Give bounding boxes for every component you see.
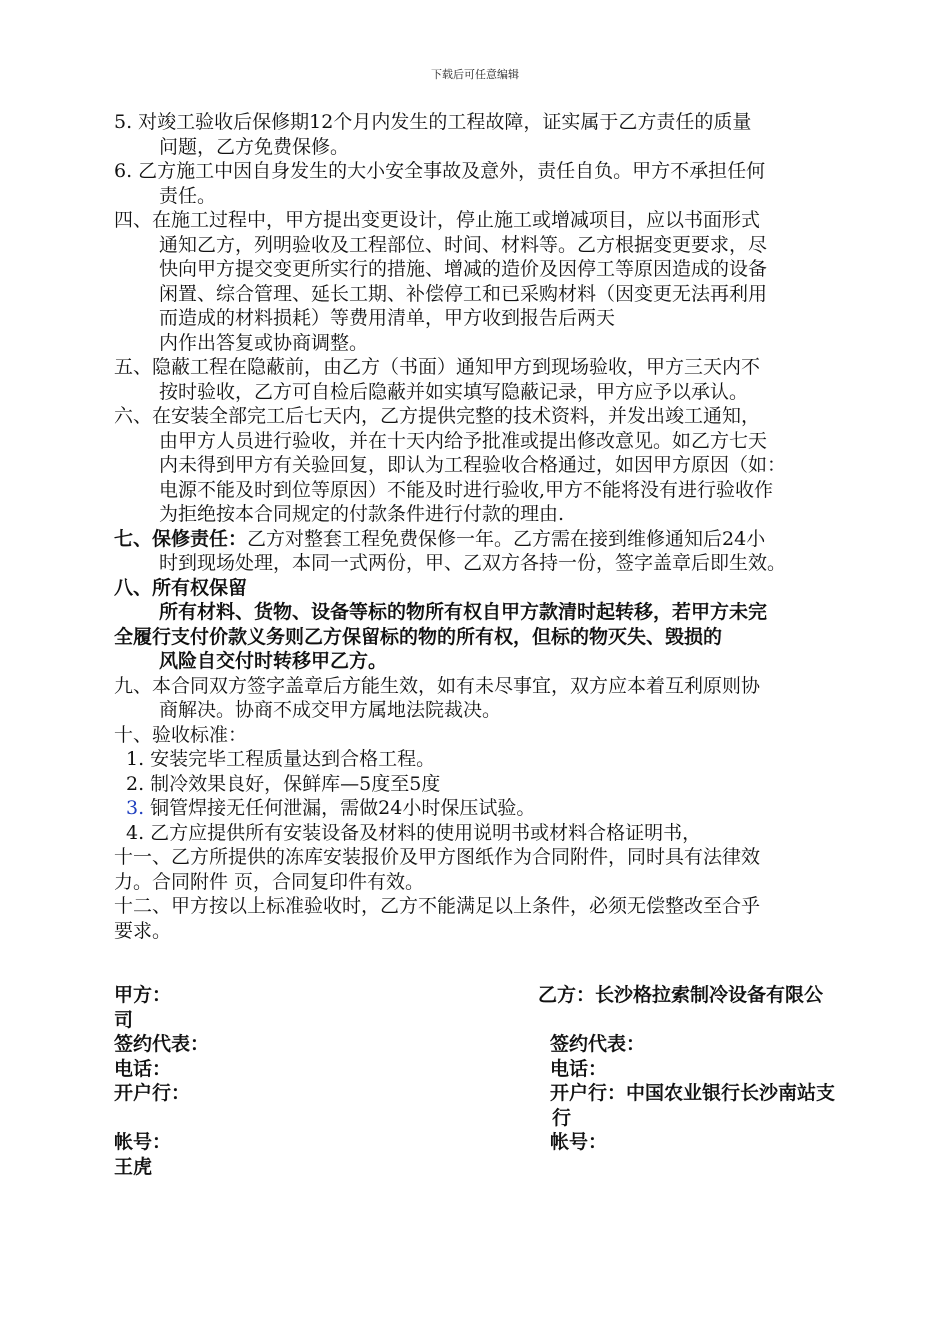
party-b-label-continued: 司 [114, 1008, 134, 1031]
clause-eleven-line-2: 力。合同附件 页，合同复印件有效。 [114, 870, 425, 893]
party-b-representative: 签约代表： [550, 1033, 646, 1055]
clause-six-line-4: 电源不能及时到位等原因）不能及时进行验收,甲方不能将没有进行验收作 [159, 478, 774, 501]
party-b-bank-continued: 行 [552, 1106, 572, 1129]
party-a-bank: 开户行： [114, 1082, 191, 1104]
signature-bank-continue-row [114, 1106, 894, 1131]
clause-four-line-6: 内作出答复或协商调整。 [159, 331, 369, 354]
party-a-account: 帐号： [114, 1131, 172, 1153]
clause-5-line-1: 5. 对竣工验收后保修期12个月内发生的工程故障，证实属于乙方责任的质量 [114, 111, 752, 133]
party-a-representative: 签约代表： [114, 1033, 210, 1055]
clause-four-line-3: 快向甲方提交变更所实行的措施、增减的造价及因停工等原因造成的设备 [159, 258, 768, 280]
signature-account-row [114, 1130, 894, 1155]
signature-phone-row [114, 1057, 894, 1082]
clause-eleven-line-1: 十一、乙方所提供的冻库安装报价及甲方图纸作为合同附件，同时具有法律效 [114, 846, 761, 868]
clause-eight-line-2: 全履行支付价款义务则乙方保留标的物的所有权，但标的物灭失、毁损的 [114, 625, 723, 648]
clause-ten-item-4: 4. 乙方应提供所有安装设备及材料的使用说明书或材料合格证明书， [126, 821, 702, 844]
clause-eight-line-3: 风险自交付时转移甲乙方。 [159, 650, 388, 672]
signer-name: 王虎 [114, 1155, 153, 1178]
signature-party-row [114, 983, 894, 1008]
clause-ten-item-3-text: 铜管焊接无任何泄漏，需做24小时保压试验。 [144, 797, 536, 819]
signature-bank-row [114, 1081, 894, 1106]
clause-ten-item-3-number: 3. [126, 797, 145, 819]
header-note: 下载后可任意编辑 [431, 68, 519, 81]
clause-eight-line-1: 所有材料、货物、设备等标的物所有权自甲方款清时起转移，若甲方未完 [159, 601, 768, 623]
party-b-label: 乙方：长沙格拉索制冷设备有限公 [538, 984, 824, 1006]
clause-five-line-1: 五、隐蔽工程在隐蔽前，由乙方（书面）通知甲方到现场验收，甲方三天内不 [114, 356, 761, 378]
clause-four-line-1: 四、在施工过程中，甲方提出变更设计，停止施工或增减项目，应以书面形式 [114, 209, 761, 231]
party-b-phone: 电话： [550, 1057, 608, 1080]
signature-name-row [114, 1155, 894, 1180]
clause-six-line-2: 由甲方人员进行验收，并在十天内给予批准或提出修改意见。如乙方七天 [159, 429, 768, 452]
signature-party-continue-row [114, 1008, 894, 1033]
clause-four-line-4: 闲置、综合管理、延长工期、补偿停工和已采购材料（因变更无法再利用 [159, 282, 768, 305]
clause-six-line-5: 为拒绝按本合同规定的付款条件进行付款的理由. [159, 503, 565, 525]
clause-ten-item-1: 1. 安装完毕工程质量达到合格工程。 [126, 748, 436, 770]
clause-six-line-3: 内未得到甲方有关验回复，即认为工程验收合格通过，如因甲方原因（如： [159, 454, 787, 476]
clause-seven-title: 七、保修责任： [114, 527, 248, 550]
clause-6-line-1: 6. 乙方施工中因自身发生的大小安全事故及意外，责任自负。甲方不承担任何 [114, 160, 766, 182]
clause-six-line-1: 六、在安装全部完工后七天内，乙方提供完整的技术资料，并发出竣工通知， [114, 405, 761, 427]
clause-nine-line-1: 九、本合同双方签字盖章后方能生效，如有未尽事宜，双方应本着互利原则协 [114, 674, 761, 697]
signature-rep-row [114, 1032, 894, 1057]
party-a-label: 甲方： [114, 984, 172, 1006]
party-b-account: 帐号： [550, 1131, 608, 1153]
clause-five-line-2: 按时验收，乙方可自检后隐蔽并如实填写隐蔽记录，甲方应予以承认。 [159, 380, 749, 403]
clause-four-line-2: 通知乙方，列明验收及工程部位、时间、材料等。乙方根据变更要求，尽 [159, 233, 768, 256]
clause-seven-line-2: 时到现场处理，本同一式两份，甲、乙双方各持一份，签字盖章后即生效。 [159, 552, 787, 574]
clause-twelve-line-2: 要求。 [114, 919, 172, 942]
clause-nine-line-2: 商解决。协商不成交甲方属地法院裁决。 [159, 699, 502, 721]
party-b-bank: 开户行：中国农业银行长沙南站支 [550, 1082, 836, 1104]
clause-5-line-2: 问题，乙方免费保修。 [159, 135, 350, 158]
party-a-phone: 电话： [114, 1057, 172, 1080]
signature-block [114, 983, 894, 1179]
clause-eight-title: 八、所有权保留 [114, 576, 248, 599]
contract-body [114, 110, 894, 943]
clause-seven-line-1 [114, 527, 894, 552]
clause-ten-item-2: 2. 制冷效果良好，保鲜库—5度至5度 [126, 772, 441, 795]
clause-ten-item-3 [114, 796, 894, 821]
clause-ten-title: 十、验收标准： [114, 723, 248, 746]
clause-twelve-line-1: 十二、甲方按以上标准验收时，乙方不能满足以上条件，必须无偿整改至合乎 [114, 895, 761, 917]
clause-seven-text: 乙方对整套工程免费保修一年。乙方需在接到维修通知后24小 [247, 527, 766, 550]
clause-6-line-2: 责任。 [159, 184, 217, 207]
clause-four-line-5: 而造成的材料损耗）等费用清单，甲方收到报告后两天 [159, 307, 616, 329]
